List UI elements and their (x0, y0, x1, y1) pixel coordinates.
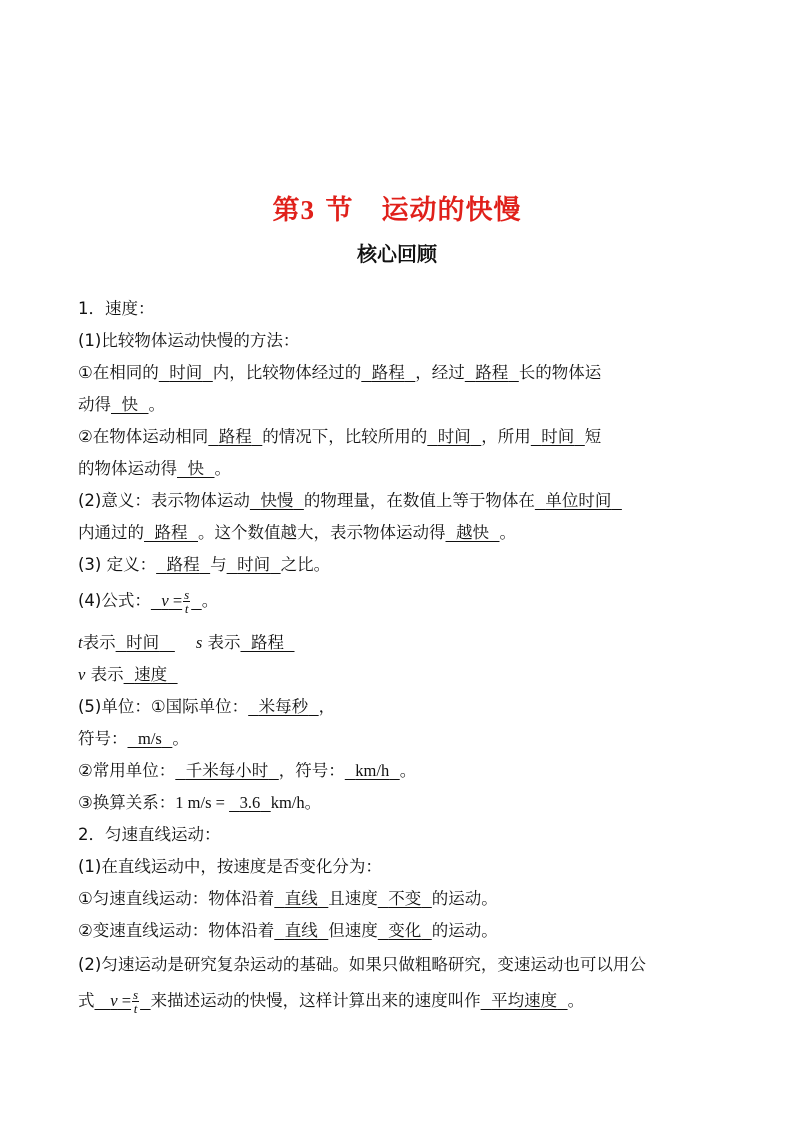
numerator: s (133, 987, 139, 1002)
text: 。 (304, 793, 322, 812)
blank-answer (124, 665, 178, 684)
title-prefix: 第 (272, 195, 301, 226)
text: ，所用 (481, 427, 531, 446)
paragraph-line (78, 920, 498, 942)
text: ③换算关系： (78, 793, 176, 812)
text: 。 (499, 523, 516, 542)
text: 之比。 (280, 555, 331, 574)
answer: 时间 (169, 363, 203, 382)
text: 内通过的 (78, 523, 144, 542)
text: ， (318, 697, 336, 716)
answer: 快慢 (260, 491, 294, 510)
answer: 时间 (437, 427, 471, 446)
blank-answer (378, 889, 432, 908)
text: 与 (210, 555, 227, 574)
text: 的物理量，在数值上等于物体在 (303, 491, 535, 510)
text: 1 m/s = (175, 793, 230, 812)
text: ②常用单位： (78, 761, 176, 780)
answer: km/h (355, 761, 390, 780)
text: 表示 (207, 633, 241, 652)
text: 表示 (90, 665, 124, 684)
paragraph-line (78, 760, 416, 782)
paragraph-line (78, 954, 646, 976)
text: ，符号： (278, 761, 345, 780)
equals: = (168, 591, 183, 610)
answer: 快 (121, 395, 138, 414)
blank-answer (531, 427, 585, 446)
fraction (132, 988, 139, 1015)
fraction (183, 588, 190, 615)
text: 动得 (78, 395, 111, 414)
paragraph-line (78, 554, 330, 576)
blank-answer (481, 991, 568, 1010)
text: 但速度 (328, 921, 378, 940)
answer: 平均速度 (491, 991, 558, 1010)
equals: = (117, 991, 132, 1010)
text: 。 (148, 395, 165, 414)
text: (1)在直线运动中，按速度是否变化分为： (78, 857, 382, 876)
text: ①匀速直线运动：物体沿着 (78, 889, 275, 908)
text: 短 (584, 427, 602, 446)
text: (4)公式： (78, 591, 151, 610)
text: 的物体运动得 (78, 459, 177, 478)
blank-answer (274, 921, 328, 940)
answer: 变化 (388, 921, 422, 940)
var-t: t (78, 633, 83, 652)
var-v: v (110, 991, 118, 1010)
formula-line (78, 588, 218, 615)
text: (2)匀速运动是研究复杂运动的基础。如果只做粗略研究，变速运动也可以用公 (78, 955, 646, 974)
paragraph-line (78, 696, 335, 718)
text: 式 (78, 991, 95, 1010)
answer: 不变 (388, 889, 422, 908)
blank-formula (151, 587, 202, 616)
paragraph-line (78, 458, 231, 480)
text: 表示 (82, 633, 116, 652)
answer: 直线 (284, 921, 318, 940)
blank-answer (427, 427, 481, 446)
blank-answer (345, 761, 400, 780)
text: 。 (399, 761, 417, 780)
text: (2)意义：表示物体运动 (78, 491, 250, 510)
var-v: v (78, 665, 86, 684)
heading-speed (78, 298, 155, 320)
text: 。 (567, 991, 585, 1010)
paragraph-line (78, 856, 382, 878)
blank-answer (208, 427, 262, 446)
title-number: 3 (300, 195, 316, 225)
section-title (0, 188, 794, 227)
answer: 千米每小时 (185, 761, 269, 780)
paragraph-line (78, 664, 178, 686)
paragraph-line (78, 632, 295, 654)
text: 1．速度： (78, 299, 155, 318)
item-compare-methods (78, 330, 299, 352)
answer: 路程 (251, 633, 284, 652)
text: (3) 定义： (78, 555, 157, 574)
paragraph-line (78, 394, 165, 416)
numerator: s (184, 587, 190, 602)
subtitle: 核心回顾 (357, 242, 437, 266)
answer: 时间 (126, 633, 160, 652)
blank-answer (175, 761, 279, 780)
text: (5)单位：①国际单位： (78, 697, 249, 716)
answer: 路程 (166, 555, 200, 574)
blank-answer (227, 555, 281, 574)
answer: 米每秒 (258, 697, 309, 716)
paragraph-line (78, 792, 321, 814)
blank-answer (111, 395, 149, 414)
answer: 单位时间 (545, 491, 612, 510)
answer: 越快 (456, 523, 489, 542)
answer: 路程 (475, 363, 509, 382)
paragraph-line (78, 426, 601, 448)
text: 的运动。 (431, 921, 498, 940)
text: 。这个数值越大，表示物体运动得 (198, 523, 446, 542)
blank-answer (128, 729, 173, 748)
blank-answer (274, 889, 328, 908)
paragraph-line (78, 490, 622, 512)
answer: 3.6 (239, 793, 261, 812)
blank-answer (177, 459, 215, 478)
text: ②在物体运动相同 (78, 427, 209, 446)
text: ，经过 (415, 363, 465, 382)
answer: 时间 (541, 427, 575, 446)
blank-answer (241, 633, 295, 652)
blank-answer (361, 363, 415, 382)
answer: 速度 (134, 665, 168, 684)
answer: 路程 (371, 363, 405, 382)
blank-answer (465, 363, 519, 382)
paragraph-line (78, 522, 516, 544)
blank-formula (95, 987, 151, 1016)
text: 。 (201, 591, 219, 610)
text: 内，比较物体经过的 (212, 363, 362, 382)
answer: 直线 (284, 889, 318, 908)
blank-answer (159, 363, 213, 382)
text: 符号： (78, 729, 128, 748)
title-text: 节 运动的快慢 (325, 195, 522, 226)
text: 且速度 (328, 889, 378, 908)
text: ①在相同的 (78, 363, 159, 382)
text: (1)比较物体运动快慢的方法： (78, 331, 300, 350)
blank-answer (229, 793, 271, 812)
blank-answer (378, 921, 432, 940)
text: 。 (172, 729, 189, 748)
blank-answer (248, 697, 319, 716)
blank-answer (535, 491, 622, 510)
paragraph-line (78, 728, 189, 750)
var-s: s (195, 633, 203, 652)
text: 长的物体运 (518, 363, 602, 382)
blank-answer (250, 491, 304, 510)
answer: 路程 (218, 427, 252, 446)
paragraph-line (78, 888, 498, 910)
blank-answer (144, 523, 198, 542)
text: 来描述运动的快慢，这样计算出来的速度叫作 (150, 991, 481, 1010)
text: 的情况下，比较所用的 (262, 427, 428, 446)
formula-line (78, 988, 584, 1015)
text: 的运动。 (431, 889, 498, 908)
answer: 时间 (237, 555, 271, 574)
answer: m/s (138, 729, 162, 748)
text: 2．匀速直线运动： (78, 825, 221, 844)
answer: 快 (187, 459, 204, 478)
denominator: t (133, 1001, 138, 1016)
blank-answer (156, 555, 210, 574)
paragraph-line (78, 362, 601, 384)
text: km/h (270, 793, 305, 812)
heading-uniform-motion (78, 824, 221, 846)
text: 。 (214, 459, 231, 478)
denominator: t (184, 601, 189, 616)
blank-answer (116, 633, 175, 652)
answer: 路程 (154, 523, 188, 542)
var-v: v (161, 591, 169, 610)
text: ②变速直线运动：物体沿着 (78, 921, 275, 940)
blank-answer (446, 523, 500, 542)
